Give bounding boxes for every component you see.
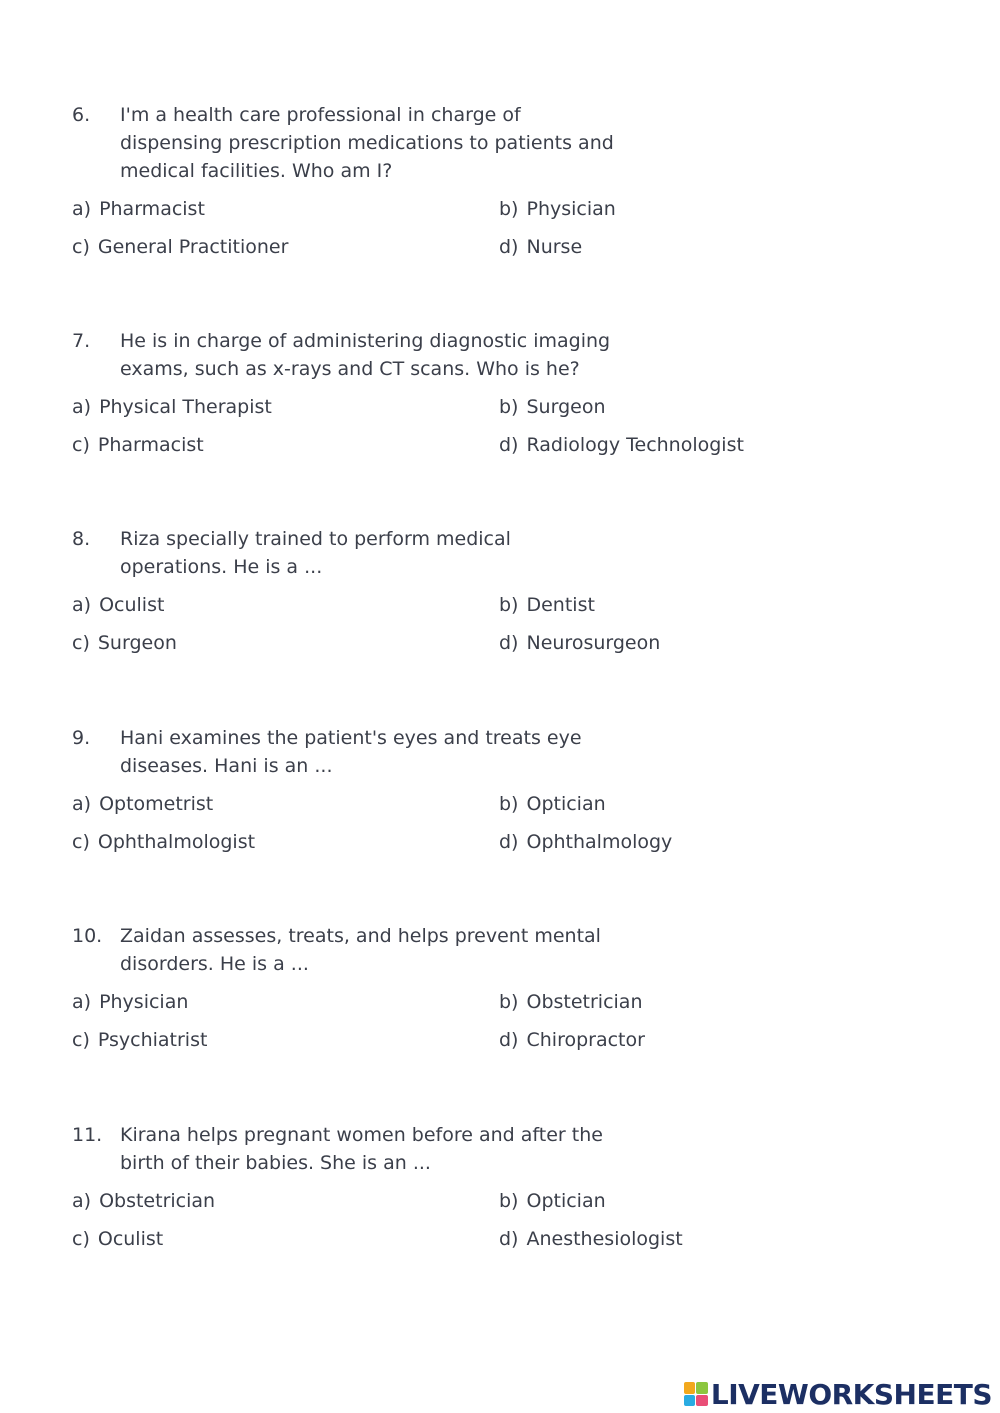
option-c[interactable]	[72, 1026, 207, 1054]
option-text: Physician	[526, 198, 616, 220]
option-c[interactable]	[72, 828, 255, 856]
option-d[interactable]	[499, 431, 744, 459]
question-10	[72, 922, 772, 1064]
option-letter: c)	[72, 236, 90, 258]
question-number: 10.	[72, 925, 103, 947]
option-text: Neurosurgeon	[526, 632, 661, 654]
option-letter: d)	[499, 1029, 519, 1051]
option-letter: d)	[499, 236, 519, 258]
answer-options	[72, 1187, 772, 1263]
option-d[interactable]	[499, 1026, 645, 1054]
question-number: 6.	[72, 104, 91, 126]
option-c[interactable]	[72, 431, 204, 459]
option-d[interactable]	[499, 1225, 683, 1253]
option-letter: a)	[72, 594, 92, 616]
option-letter: b)	[499, 594, 519, 616]
option-letter: b)	[499, 991, 519, 1013]
logo-square-3	[684, 1395, 696, 1407]
question-number: 9.	[72, 727, 91, 749]
question-text: He is in charge of administering diagnostic imaging exams, such as x-rays and CT scans. Who is he?	[120, 330, 611, 380]
option-letter: c)	[72, 434, 90, 456]
option-text: Surgeon	[526, 396, 606, 418]
option-a[interactable]	[72, 988, 188, 1016]
answer-options	[72, 393, 772, 469]
option-a[interactable]	[72, 393, 272, 421]
option-text: Optometrist	[99, 793, 214, 815]
option-text: Pharmacist	[99, 198, 205, 220]
option-letter: c)	[72, 1029, 90, 1051]
option-a[interactable]	[72, 591, 164, 619]
option-text: Obstetrician	[99, 1190, 216, 1212]
option-b[interactable]	[499, 195, 616, 223]
question-6	[72, 101, 772, 271]
option-text: Oculist	[97, 1228, 164, 1250]
option-letter: b)	[499, 198, 519, 220]
option-letter: c)	[72, 1228, 90, 1250]
option-letter: a)	[72, 793, 92, 815]
option-text: Radiology Technologist	[526, 434, 744, 456]
option-text: Anesthesiologist	[526, 1228, 683, 1250]
question-8	[72, 525, 772, 667]
option-letter: a)	[72, 991, 92, 1013]
question-text: Kirana helps pregnant women before and after the birth of their babies. She is an ...	[120, 1124, 603, 1174]
option-letter: d)	[499, 831, 519, 853]
option-b[interactable]	[499, 393, 605, 421]
question-7	[72, 327, 772, 469]
question-11	[72, 1121, 772, 1263]
answer-options	[72, 988, 772, 1064]
answer-options	[72, 790, 772, 866]
question-text: Riza specially trained to perform medical operations. He is a ...	[120, 528, 511, 578]
option-b[interactable]	[499, 988, 643, 1016]
option-letter: a)	[72, 1190, 92, 1212]
option-text: Surgeon	[97, 632, 177, 654]
option-a[interactable]	[72, 1187, 215, 1215]
option-letter: b)	[499, 1190, 519, 1212]
option-d[interactable]	[499, 828, 672, 856]
option-letter: c)	[72, 632, 90, 654]
option-letter: d)	[499, 434, 519, 456]
option-text: Dentist	[526, 594, 595, 616]
option-text: Pharmacist	[97, 434, 204, 456]
question-number: 11.	[72, 1124, 103, 1146]
option-letter: c)	[72, 831, 90, 853]
option-a[interactable]	[72, 790, 213, 818]
question-number: 7.	[72, 330, 91, 352]
answer-options	[72, 591, 772, 667]
option-text: Physical Therapist	[99, 396, 272, 418]
option-b[interactable]	[499, 1187, 606, 1215]
option-letter: a)	[72, 396, 92, 418]
option-text: Chiropractor	[526, 1029, 645, 1051]
option-d[interactable]	[499, 233, 582, 261]
option-text: Ophthalmology	[526, 831, 673, 853]
option-text: Ophthalmologist	[97, 831, 256, 853]
option-text: Nurse	[526, 236, 583, 258]
option-c[interactable]	[72, 233, 288, 261]
question-number: 8.	[72, 528, 91, 550]
logo-square-2	[696, 1382, 708, 1394]
option-letter: a)	[72, 198, 92, 220]
option-d[interactable]	[499, 629, 660, 657]
option-text: General Practitioner	[97, 236, 289, 258]
logo-square-4	[696, 1395, 708, 1407]
liveworksheets-logo-icon	[684, 1382, 708, 1406]
option-c[interactable]	[72, 1225, 163, 1253]
option-b[interactable]	[499, 591, 595, 619]
option-text: Oculist	[99, 594, 165, 616]
question-text: Hani examines the patient's eyes and treats eye diseases. Hani is an ...	[120, 727, 582, 777]
option-letter: d)	[499, 632, 519, 654]
option-letter: d)	[499, 1228, 519, 1250]
option-text: Optician	[526, 1190, 606, 1212]
option-c[interactable]	[72, 629, 177, 657]
option-b[interactable]	[499, 790, 606, 818]
answer-options	[72, 195, 772, 271]
option-letter: b)	[499, 396, 519, 418]
logo-square-1	[684, 1382, 696, 1394]
liveworksheets-brand	[684, 1376, 992, 1412]
option-text: Psychiatrist	[97, 1029, 208, 1051]
option-letter: b)	[499, 793, 519, 815]
option-text: Optician	[526, 793, 606, 815]
brand-text: LIVEWORKSHEETS	[710, 1377, 992, 1411]
question-text: Zaidan assesses, treats, and helps prevent mental disorders. He is a ...	[120, 925, 601, 975]
question-9	[72, 724, 772, 866]
option-text: Obstetrician	[526, 991, 643, 1013]
option-a[interactable]	[72, 195, 205, 223]
option-text: Physician	[99, 991, 189, 1013]
question-text: I'm a health care professional in charge of dispensing prescription medications to patients and medical facilities. Who am I?	[120, 104, 614, 182]
